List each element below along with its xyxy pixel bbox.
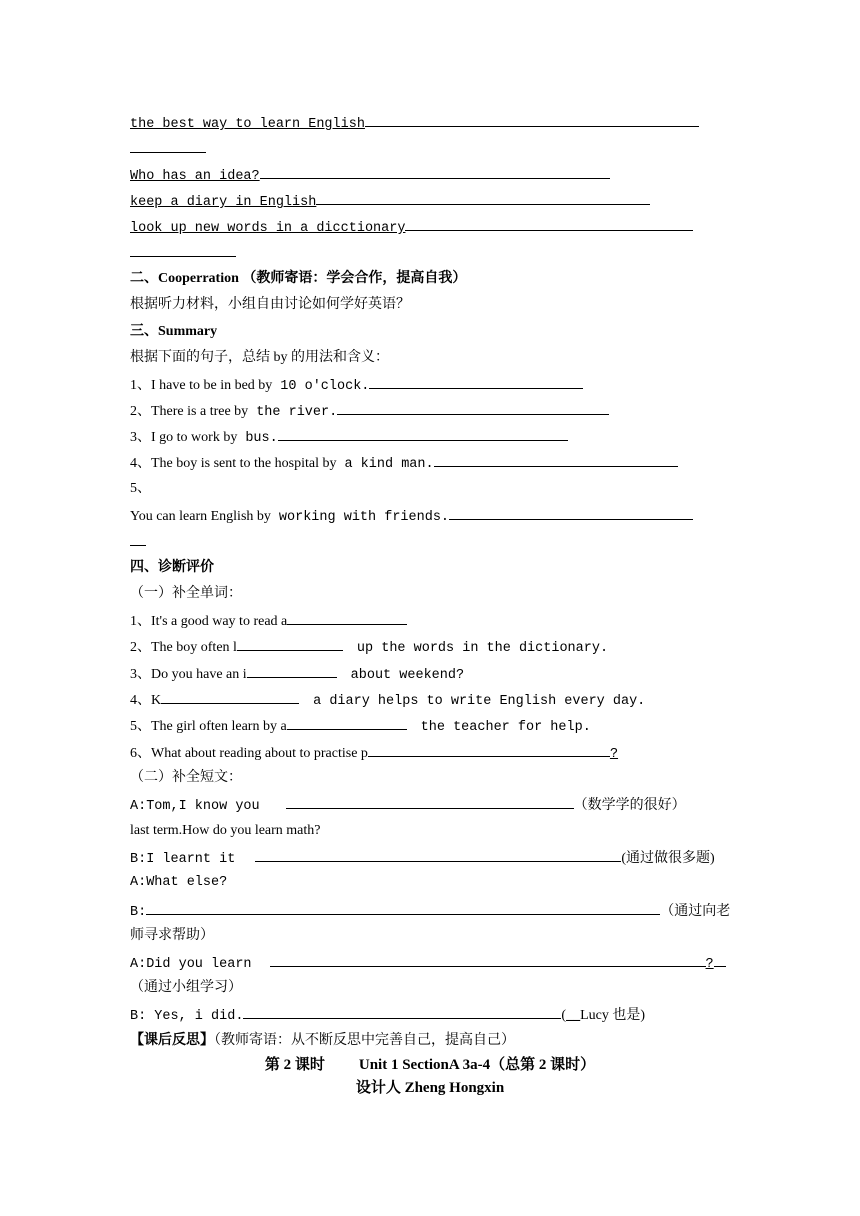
answer-blank	[287, 611, 407, 625]
word-item-6	[130, 743, 618, 761]
lesson-header	[0, 1053, 860, 1074]
chinese-hint: (通过做很多题)	[621, 851, 715, 866]
item-text: It's a good way to read a	[151, 614, 288, 629]
item-number: 5、	[130, 719, 151, 734]
vocab-phrase: Who has an idea?	[130, 169, 260, 184]
answer-blank	[287, 716, 407, 730]
answer-blank	[337, 401, 609, 415]
chinese-hint-open: (	[561, 1008, 567, 1023]
answer-blank	[243, 1005, 561, 1019]
item-text: K	[151, 693, 162, 708]
vocab-phrase: keep a diary in English	[130, 195, 317, 210]
sentence-text: I have to be in bed by	[151, 378, 273, 393]
summary-sentence-4	[130, 453, 678, 471]
vocab-line-1-continued	[130, 139, 206, 157]
item-number: 6、	[130, 746, 151, 761]
dialog-line-3	[130, 848, 715, 866]
sentence-emphasis: 10 o'clock.	[280, 379, 370, 394]
answer-blank	[247, 664, 337, 678]
unit-title: Unit 1 SectionA 3a-4（总第 2 课时）	[358, 1057, 596, 1073]
answer-blank	[146, 901, 660, 915]
summary-sentence-5-continued	[130, 532, 146, 550]
item-number: 3、	[130, 430, 151, 445]
vocab-line-4-continued	[130, 243, 236, 261]
answer-blank	[714, 953, 726, 967]
word-completion-title: （一）补全单词：	[130, 586, 242, 601]
item-number: 1、	[130, 378, 151, 393]
vocab-line-2	[130, 165, 610, 183]
item-text: What about reading about to practise p	[151, 746, 368, 761]
item-number: 3、	[130, 667, 151, 682]
item-text-tail: up the words in the dictionary.	[356, 641, 609, 656]
section-number: 二、	[130, 271, 158, 286]
item-number: 2、	[130, 404, 151, 419]
sentence-text: You can learn English by	[130, 509, 271, 524]
dialog-line-2: last term.How do you learn math?	[130, 823, 321, 838]
vocab-line-3	[130, 191, 650, 209]
sentence-text: The boy is sent to the hospital by	[151, 456, 337, 471]
vocab-phrase: the best way to learn English	[130, 117, 365, 132]
designer-line: 设计人 Zheng Hongxin	[355, 1080, 505, 1096]
item-text: The girl often learn by a	[151, 719, 287, 734]
dialog-text: ?	[705, 957, 714, 972]
dialog-line-8: （通过小组学习）	[130, 980, 242, 995]
dialog-line-7	[130, 953, 726, 971]
item-number: 1、	[130, 614, 151, 629]
answer-blank	[260, 165, 610, 179]
teacher-note: （教师寄语：学会合作，提高自我）	[242, 271, 467, 286]
item-number: 4、	[130, 456, 151, 471]
section-title: Cooperration	[158, 271, 239, 286]
item-text-tail: ?	[609, 747, 619, 762]
item-text-tail: a diary helps to write English every day.	[313, 694, 646, 709]
dialog-line-4: A:What else?	[130, 875, 228, 890]
section-4-heading: 四、诊断评价	[130, 560, 214, 575]
reflection-label: 【课后反思】	[130, 1033, 214, 1048]
dialog-text: A:Tom,I know you	[130, 799, 260, 814]
answer-blank	[405, 217, 693, 231]
sentence-emphasis: a kind man.	[344, 457, 434, 472]
answer-blank	[278, 427, 568, 441]
summary-sentence-5-number: 5、	[130, 481, 151, 496]
item-text-tail: about weekend?	[350, 668, 465, 683]
answer-blank	[434, 453, 678, 467]
item-text: The boy often l	[151, 640, 237, 655]
answer-blank	[237, 637, 343, 651]
teacher-note: （教师寄语：从不断反思中完善自己，提高自己）	[214, 1033, 515, 1048]
lesson-number: 第 2 课时	[264, 1057, 325, 1073]
word-item-2	[130, 637, 608, 655]
section-3-heading	[130, 323, 217, 341]
answer-blank	[270, 953, 706, 967]
answer-blank	[286, 795, 574, 809]
item-number: 2、	[130, 640, 151, 655]
dialog-text: A:Did you learn	[130, 957, 252, 972]
sentence-emphasis: bus.	[245, 431, 278, 446]
sentence-emphasis: working with friends.	[278, 510, 450, 525]
sentence-text: I go to work by	[151, 430, 238, 445]
item-text-tail: the teacher for help.	[420, 720, 591, 735]
section-2-heading	[130, 270, 466, 288]
word-item-1	[130, 611, 407, 629]
dialog-text: B:I learnt it	[130, 852, 236, 867]
answer-blank	[130, 139, 206, 153]
item-number: 4、	[130, 693, 151, 708]
dialog-line-5	[130, 901, 730, 919]
word-item-5	[130, 716, 591, 734]
dialog-line-1	[130, 795, 686, 813]
sentence-text: There is a tree by	[151, 404, 249, 419]
summary-sentence-2	[130, 401, 609, 419]
dialog-completion-title: （二）补全短文：	[130, 770, 242, 785]
word-item-4	[130, 690, 645, 708]
summary-sentence-1	[130, 375, 583, 393]
answer-blank	[255, 848, 621, 862]
chinese-hint: Lucy 也是)	[580, 1008, 646, 1023]
dialog-line-9	[130, 1005, 645, 1023]
answer-blank	[161, 690, 299, 704]
section-number: 三、	[130, 324, 158, 339]
answer-blank	[449, 506, 693, 520]
answer-blank	[130, 243, 236, 257]
vocab-phrase: look up new words in a dicctionary	[130, 221, 406, 236]
item-text: Do you have an i	[151, 667, 247, 682]
reflection-line	[130, 1032, 515, 1050]
answer-blank	[369, 375, 583, 389]
answer-blank	[130, 532, 146, 546]
chinese-hint-blank: __	[566, 1008, 581, 1023]
sentence-emphasis: the river.	[256, 405, 338, 420]
dialog-text: B:	[130, 905, 147, 920]
answer-blank	[368, 743, 610, 757]
dialog-line-6: 师寻求帮助）	[130, 928, 214, 943]
answer-blank	[316, 191, 650, 205]
word-item-3	[130, 664, 464, 682]
chinese-hint: （通过向老	[660, 904, 731, 919]
summary-sentence-3	[130, 427, 568, 445]
dialog-text: B: Yes, i did.	[130, 1009, 244, 1024]
vocab-line-4	[130, 217, 693, 235]
summary-sentence-5	[130, 506, 693, 524]
chinese-hint: （数学学的很好）	[573, 798, 686, 813]
section-2-instruction: 根据听力材料，小组自由讨论如何学好英语？	[130, 297, 410, 312]
vocab-line-1	[130, 113, 699, 131]
answer-blank	[365, 113, 699, 127]
section-3-instruction: 根据下面的句子，总结 by 的用法和含义：	[130, 350, 389, 365]
section-title: Summary	[158, 324, 218, 339]
